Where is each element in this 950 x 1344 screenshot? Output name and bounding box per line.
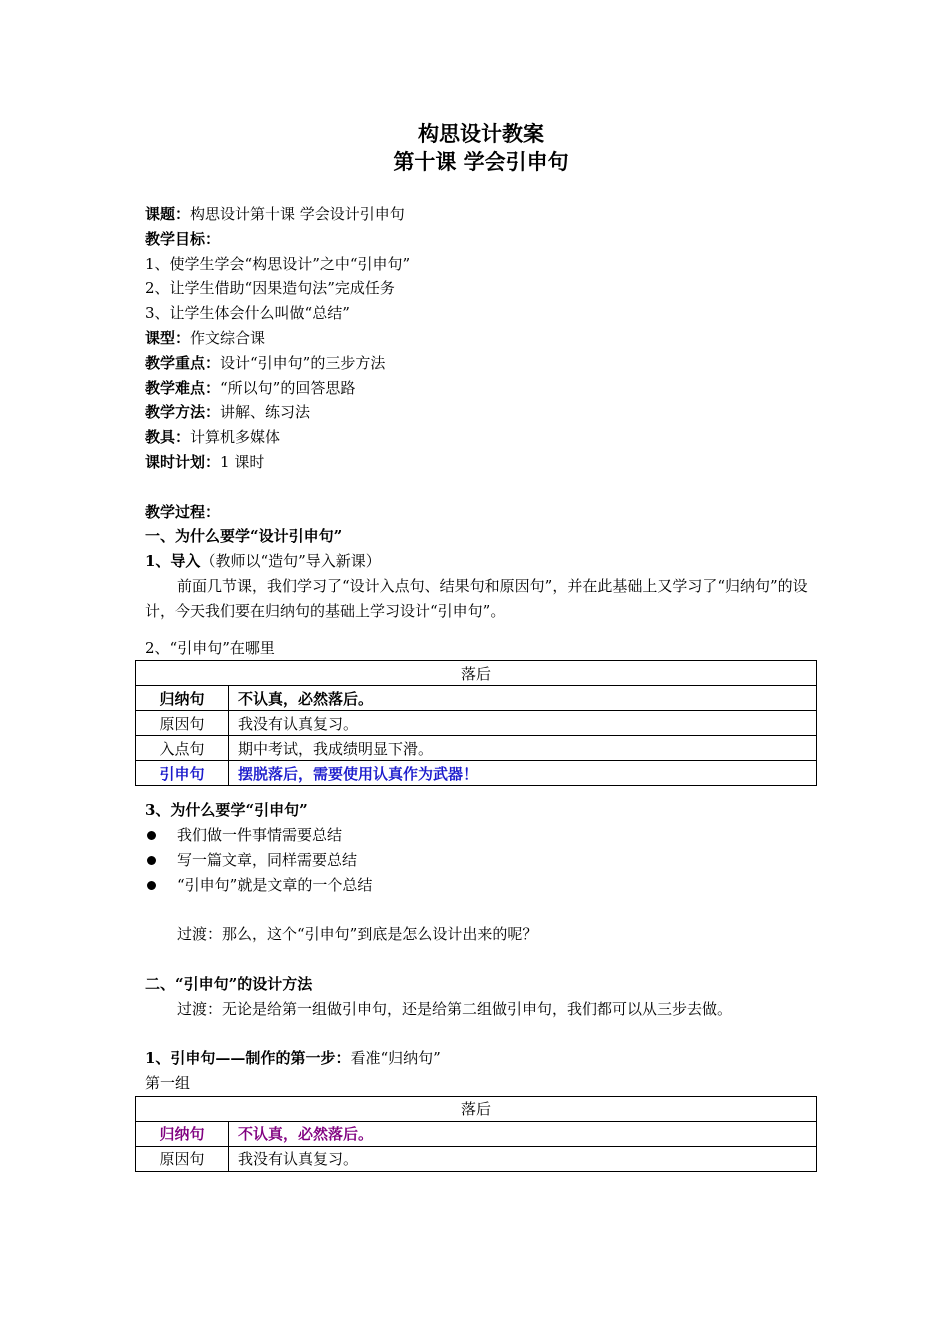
step-heading <box>145 1046 817 1071</box>
meta-label: 课题： <box>145 205 191 223</box>
table-row <box>136 1146 817 1171</box>
table-cell-value: 不认真，必然落后。 <box>229 1121 817 1146</box>
meta-goals <box>145 227 817 252</box>
table-row <box>136 1121 817 1146</box>
table-cell-key: 原因句 <box>136 1146 229 1171</box>
meta-label: 教具： <box>145 428 191 447</box>
meta-topic <box>145 202 817 227</box>
meta-value: 设计“引申句”的三步方法 <box>220 353 386 372</box>
meta-schedule <box>145 450 817 475</box>
table-cell-value: 我没有认真复习。 <box>229 711 817 736</box>
table-row <box>136 736 817 761</box>
step-label: 1、引申句——制作的第一步： <box>145 1049 351 1068</box>
meta-difficulty <box>145 376 817 401</box>
meta-method <box>145 400 817 425</box>
meta-value: 作文综合课 <box>190 328 266 347</box>
table-cell-value: 不认真，必然落后。 <box>229 686 817 711</box>
meta-label: 教学目标： <box>145 229 221 248</box>
table-cell-key: 归纳句 <box>136 686 229 711</box>
table-row <box>136 686 817 711</box>
table-cell-key: 归纳句 <box>136 1121 229 1146</box>
sentence-table-group1 <box>135 1096 817 1172</box>
subsection-heading: 3、为什么要学“引申句” <box>145 801 308 820</box>
title-block <box>145 120 817 176</box>
table-header: 落后 <box>136 661 817 686</box>
bullet-icon <box>147 856 156 865</box>
meta-tools <box>145 425 817 450</box>
meta-label: 课型： <box>145 328 191 347</box>
subsection-heading: 2、“引申句”在哪里 <box>145 638 275 657</box>
subsection-label: 1、导入 <box>145 552 201 571</box>
intro-paragraph: 前面几节课，我们学习了“设计入点句、结果句和原因句”，并在此基础上又学习了“归纳句”的设计，今天我们要在归纳句的基础上学习设计“引申句”。 <box>145 576 808 620</box>
doc-subtitle: 第十课 学会引申句 <box>393 149 569 174</box>
transition-text: 过渡：那么，这个“引申句”到底是怎么设计出来的呢？ <box>177 925 538 944</box>
process-heading: 教学过程： <box>145 502 221 521</box>
list-item-text: “引申句”就是文章的一个总结 <box>177 875 373 894</box>
meta-label: 教学重点： <box>145 353 221 372</box>
step-text: 看准“归纳句” <box>350 1049 441 1068</box>
section-heading: 二、“引申句”的设计方法 <box>145 974 313 993</box>
meta-value: 1 课时 <box>220 452 265 471</box>
section-heading: 一、为什么要学“设计引申句” <box>145 527 343 546</box>
table-cell-value: 我没有认真复习。 <box>229 1146 817 1171</box>
goal-item: 1、使学生学会“构思设计”之中“引申句” <box>145 254 411 273</box>
goal-item: 3、让学生体会什么叫做“总结” <box>145 304 350 323</box>
meta-value: 构思设计第十课 学会设计引申句 <box>190 205 405 223</box>
transition-text: 过渡：无论是给第一组做引申句，还是给第二组做引申句，我们都可以从三步去做。 <box>177 999 733 1018</box>
meta-value: 讲解、练习法 <box>220 403 311 422</box>
table-row <box>136 711 817 736</box>
list-item <box>145 823 817 848</box>
table-cell-key: 入点句 <box>136 736 229 761</box>
list-item <box>145 873 817 898</box>
meta-value: “所以句”的回答思路 <box>220 378 356 397</box>
meta-value: 计算机多媒体 <box>190 428 281 447</box>
sentence-table <box>135 660 817 786</box>
list-item <box>145 848 817 873</box>
group-label: 第一组 <box>145 1074 191 1093</box>
table-row <box>136 761 817 786</box>
document-page <box>145 120 817 1172</box>
meta-label: 教学方法： <box>145 403 221 422</box>
bullet-icon <box>147 881 156 890</box>
meta-label: 课时计划： <box>145 452 221 471</box>
subsection-heading <box>145 549 817 574</box>
meta-label: 教学难点： <box>145 378 221 397</box>
table-cell-value: 期中考试，我成绩明显下滑。 <box>229 736 817 761</box>
meta-type <box>145 326 817 351</box>
table-cell-key: 引申句 <box>136 761 229 786</box>
doc-title: 构思设计教案 <box>418 121 544 146</box>
list-item-text: 我们做一件事情需要总结 <box>177 826 343 845</box>
bullet-icon <box>147 831 156 840</box>
subsection-note: （教师以“造句”导入新课） <box>200 552 381 571</box>
table-header: 落后 <box>136 1096 817 1121</box>
meta-focus <box>145 351 817 376</box>
table-cell-key: 原因句 <box>136 711 229 736</box>
bullet-list <box>145 823 817 897</box>
table-cell-value: 摆脱落后，需要使用认真作为武器！ <box>229 761 817 786</box>
goal-item: 2、让学生借助“因果造句法”完成任务 <box>145 279 395 298</box>
list-item-text: 写一篇文章，同样需要总结 <box>177 850 358 869</box>
